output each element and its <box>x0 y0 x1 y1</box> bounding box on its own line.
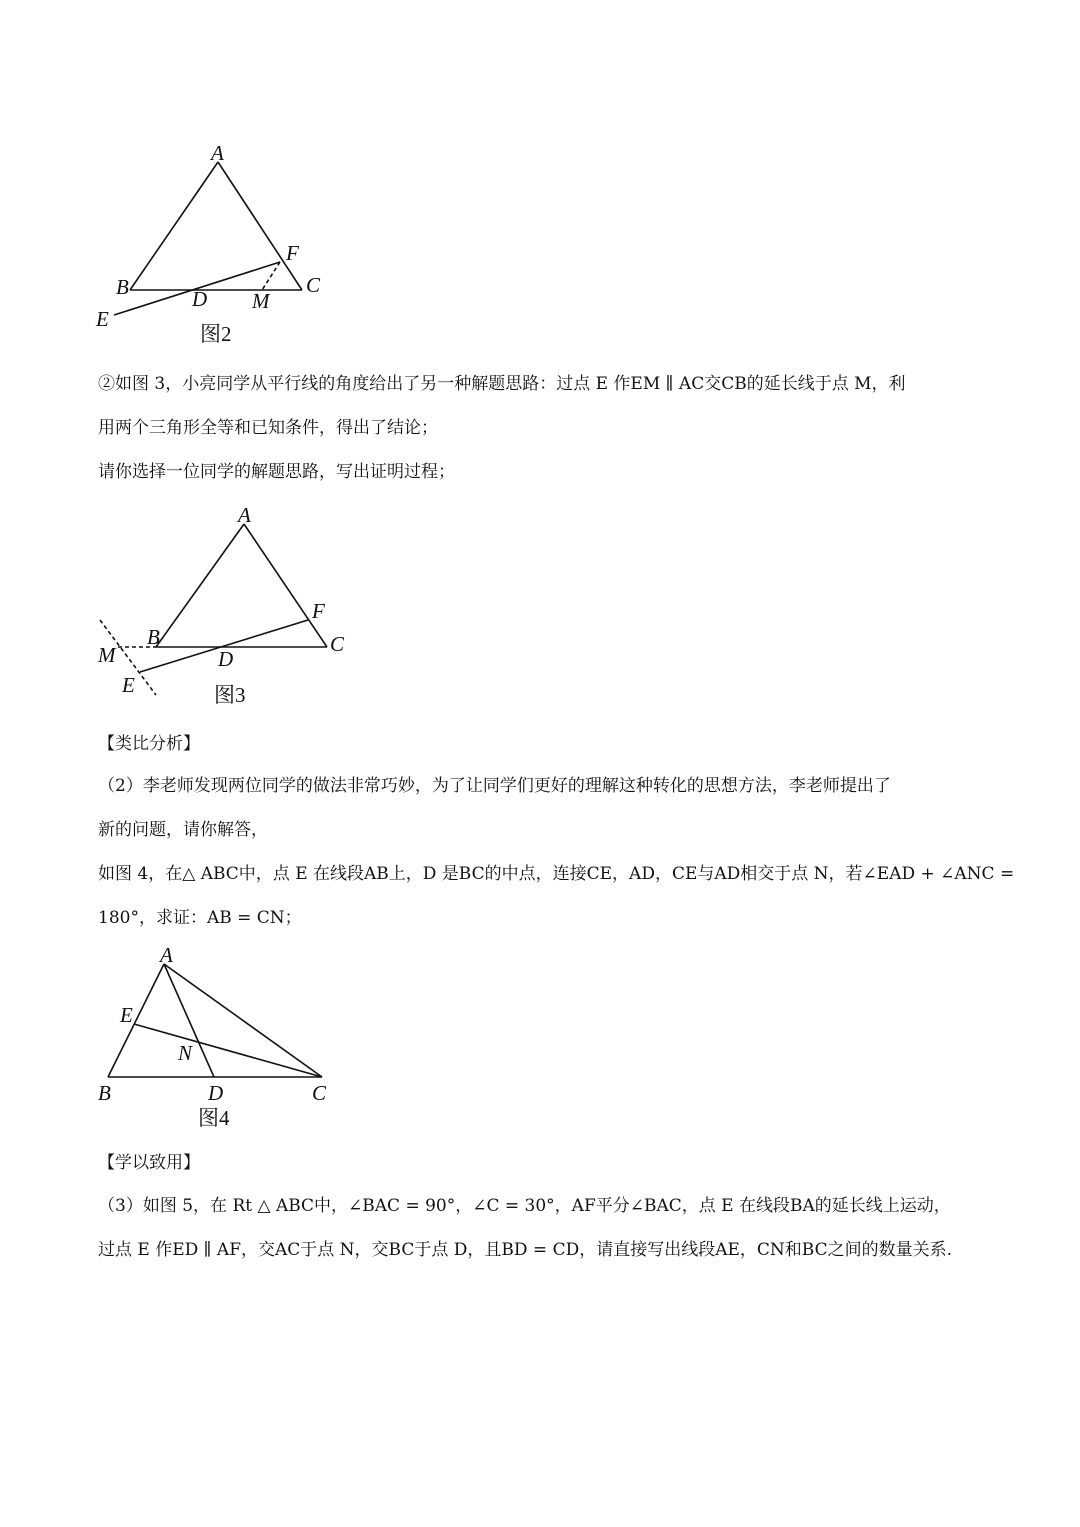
segment-ac <box>218 162 302 290</box>
figure-3 <box>90 500 360 715</box>
segment-ac <box>244 524 327 647</box>
label-c: C <box>330 632 345 656</box>
analogy-line-1: （2）李老师发现两位同学的做法非常巧妙，为了让同学们更好的理解这种转化的思想方法，李老师提出了 <box>98 776 891 796</box>
segment-ab <box>130 162 218 290</box>
label-a: A <box>238 503 251 527</box>
label-b: B <box>98 1081 111 1105</box>
label-a: A <box>160 943 173 967</box>
figure-3-caption: 图3 <box>214 683 246 707</box>
label-f: F <box>312 599 325 623</box>
label-m: M <box>98 643 116 667</box>
label-f: F <box>286 241 299 265</box>
figure-4 <box>90 940 350 1140</box>
application-line-1: （3）如图 5，在 Rt △ ABC中，∠BAC = 90°，∠C = 30°，AF平分∠BAC，点 E 在线段BA的延长线上运动， <box>98 1196 951 1216</box>
figure-4-caption: 图4 <box>198 1106 230 1130</box>
label-e: E <box>122 673 135 697</box>
label-c: C <box>306 273 321 297</box>
label-e: E <box>120 1003 133 1027</box>
figure-2 <box>90 140 350 355</box>
label-b: B <box>116 275 129 299</box>
analogy-line-2: 新的问题，请你解答， <box>98 820 268 840</box>
label-c: C <box>312 1081 327 1105</box>
section-title-application: 【学以致用】 <box>98 1153 200 1173</box>
application-paragraph <box>98 1184 988 1272</box>
label-m: M <box>252 289 270 313</box>
analogy-line-4: 180°，求证：AB = CN； <box>98 908 302 928</box>
segment-ce <box>134 1024 322 1077</box>
xiaoliang-line-2: 用两个三角形全等和已知条件，得出了结论； <box>98 418 438 438</box>
analogy-line-3: 如图 4，在△ ABC中，点 E 在线段AB上，D 是BC的中点，连接CE，AD，CE与AD相交于点 N，若∠EAD + ∠ANC = <box>98 864 1015 884</box>
label-d: D <box>218 647 234 671</box>
figure-4-diagram <box>90 940 350 1140</box>
xiaoliang-method-paragraph <box>98 362 988 494</box>
figure-2-caption: 图2 <box>200 322 232 346</box>
figure-2-diagram <box>90 140 350 355</box>
analogy-paragraph <box>98 764 1015 940</box>
xiaoliang-line-1: ②如图 3，小亮同学从平行线的角度给出了另一种解题思路：过点 E 作EM ∥ AC交CB的延长线于点 M，利 <box>98 374 906 394</box>
application-line-2: 过点 E 作ED ∥ AF，交AC于点 N，交BC于点 D，且BD = CD，请直接写出线段AE，CN和BC之间的数量关系. <box>98 1240 952 1260</box>
section-title-analogy: 【类比分析】 <box>98 734 200 754</box>
xiaoliang-line-3: 请你选择一位同学的解题思路，写出证明过程； <box>98 462 455 482</box>
segment-ab <box>156 524 244 647</box>
figure-3-diagram <box>90 500 360 715</box>
label-e: E <box>96 307 109 331</box>
label-d: D <box>208 1081 224 1105</box>
label-a: A <box>211 141 224 165</box>
segment-ab <box>108 964 164 1077</box>
label-d: D <box>192 287 208 311</box>
label-b: B <box>147 625 160 649</box>
label-n: N <box>178 1041 193 1065</box>
